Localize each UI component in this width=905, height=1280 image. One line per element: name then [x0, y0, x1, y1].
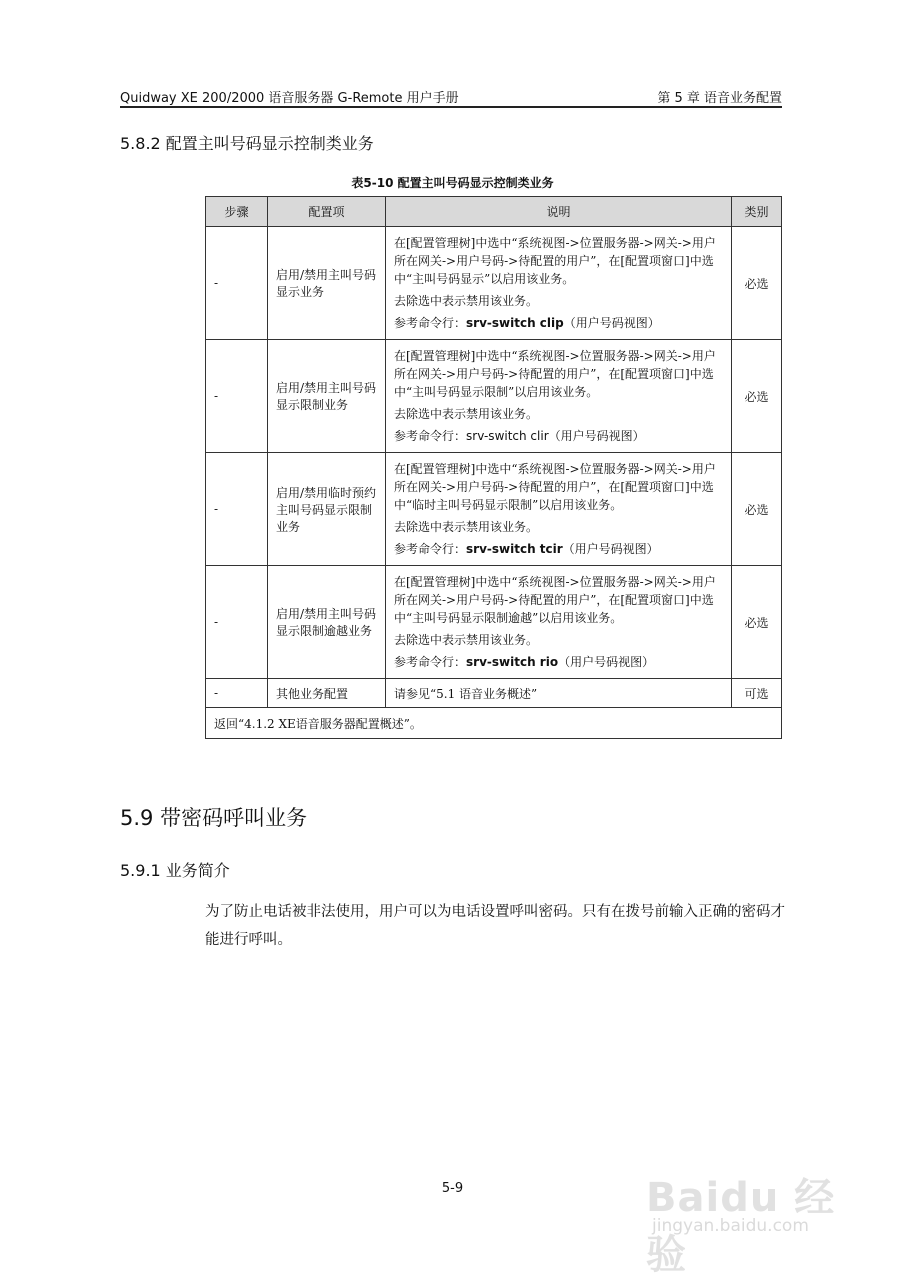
watermark-url: jingyan.baidu.com: [652, 1216, 809, 1236]
header-item: 配置项: [268, 197, 386, 227]
table-row: [206, 453, 782, 566]
cell-step: -: [206, 566, 268, 679]
cell-item: 启用/禁用主叫号码显示业务: [268, 227, 386, 340]
section-heading-5-8-2: 5.8.2 配置主叫号码显示控制类业务: [120, 134, 374, 153]
ref-command: srv-switch clip: [466, 316, 564, 330]
table-row: [206, 340, 782, 453]
cell-step: -: [206, 340, 268, 453]
cell-category: 必选: [732, 453, 782, 566]
table-row: [206, 227, 782, 340]
cell-desc: [386, 453, 732, 566]
table-header-row: [206, 197, 782, 227]
cell-step: -: [206, 227, 268, 340]
desc-ref: 参考命令行：srv-switch tcir（用户号码视图）: [394, 542, 659, 556]
desc-ref: 参考命令行：srv-switch rio（用户号码视图）: [394, 655, 655, 669]
desc-disable: 去除选中表示禁用该业务。: [394, 520, 539, 534]
desc-ref: 参考命令行：srv-switch clip（用户号码视图）: [394, 316, 660, 330]
header-category: 类别: [732, 197, 782, 227]
cell-desc: [386, 227, 732, 340]
table-row: [206, 566, 782, 679]
cell-category: 必选: [732, 227, 782, 340]
page-number: 5-9: [441, 1181, 464, 1196]
cell-desc-link[interactable]: 请参见“5.1 语音业务概述”: [386, 679, 732, 708]
section-heading-5-9-1: 5.9.1 业务简介: [120, 861, 230, 880]
return-link[interactable]: 返回“4.1.2 XE语音服务器配置概述”。: [206, 708, 782, 739]
page-header: [120, 86, 782, 108]
section-heading-5-9: 5.9 带密码呼叫业务: [120, 806, 308, 830]
header-chapter: 第 5 章 语音业务配置: [657, 91, 782, 106]
desc-ref: 参考命令行：srv-switch clir（用户号码视图）: [394, 429, 645, 443]
header-desc: 说明: [386, 197, 732, 227]
cell-desc: [386, 340, 732, 453]
table-return-row: [206, 708, 782, 739]
cell-step: -: [206, 453, 268, 566]
cell-desc: [386, 566, 732, 679]
desc-disable: 去除选中表示禁用该业务。: [394, 633, 539, 647]
cell-item: 启用/禁用主叫号码显示限制业务: [268, 340, 386, 453]
ref-command: srv-switch tcir: [466, 542, 563, 556]
config-table: [205, 196, 782, 739]
desc-text: 在[配置管理树]中选中“系统视图->位置服务器->网关->用户所在网关->用户号码->待配置的用户”，在[配置项窗口]中选中“主叫号码显示”以启用该业务。: [394, 236, 716, 286]
cell-item: 其他业务配置: [268, 679, 386, 708]
table-row: [206, 679, 782, 708]
watermark-logo: Baidu 经验: [646, 1175, 836, 1278]
cell-item: 启用/禁用临时预约主叫号码显示限制业务: [268, 453, 386, 566]
ref-command: srv-switch clir: [466, 429, 549, 443]
baidu-watermark: [640, 1148, 860, 1278]
cell-item: 启用/禁用主叫号码显示限制逾越业务: [268, 566, 386, 679]
table-caption: 表5-10 配置主叫号码显示控制类业务: [351, 176, 554, 190]
paragraph-text: 为了防止电话被非法使用，用户可以为电话设置呼叫密码。只有在拨号前输入正确的密码才能进行呼叫。: [205, 904, 785, 948]
header-step: 步骤: [206, 197, 268, 227]
desc-disable: 去除选中表示禁用该业务。: [394, 294, 539, 308]
cell-category: 必选: [732, 566, 782, 679]
desc-disable: 去除选中表示禁用该业务。: [394, 407, 539, 421]
cell-category: 可选: [732, 679, 782, 708]
header-title: Quidway XE 200/2000 语音服务器 G-Remote 用户手册: [120, 91, 459, 106]
cell-step: -: [206, 679, 268, 708]
body-paragraph: [205, 898, 785, 954]
cell-category: 必选: [732, 340, 782, 453]
ref-command: srv-switch rio: [466, 655, 559, 669]
desc-text: 在[配置管理树]中选中“系统视图->位置服务器->网关->用户所在网关->用户号码->待配置的用户”，在[配置项窗口]中选中“临时主叫号码显示限制”以启用该业务。: [394, 462, 716, 512]
desc-text: 在[配置管理树]中选中“系统视图->位置服务器->网关->用户所在网关->用户号码->待配置的用户”，在[配置项窗口]中选中“主叫号码显示限制逾越”以启用该业务。: [394, 575, 716, 625]
desc-text: 在[配置管理树]中选中“系统视图->位置服务器->网关->用户所在网关->用户号码->待配置的用户”，在[配置项窗口]中选中“主叫号码显示限制”以启用该业务。: [394, 349, 716, 399]
